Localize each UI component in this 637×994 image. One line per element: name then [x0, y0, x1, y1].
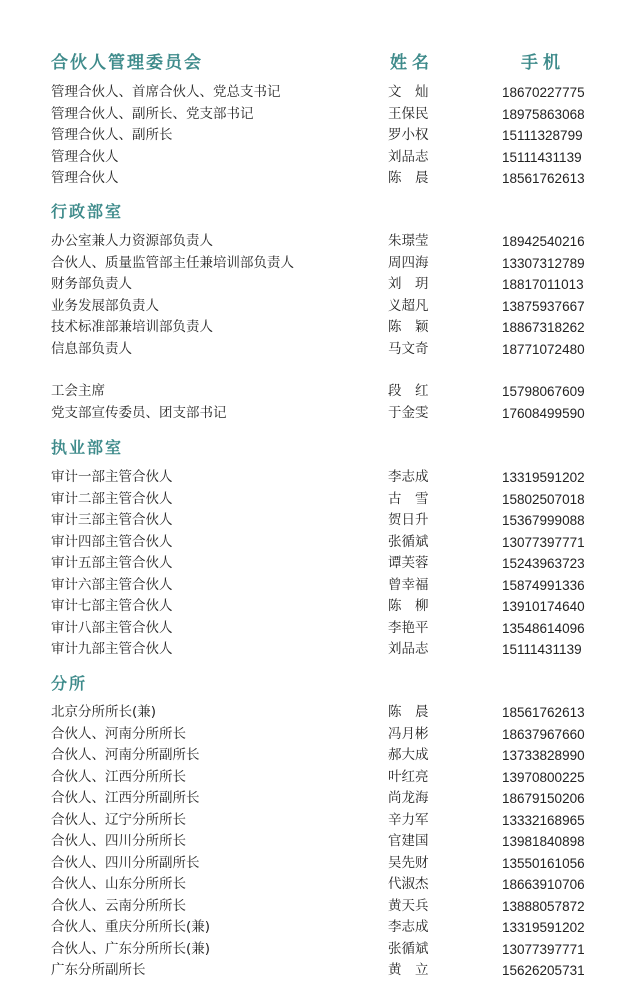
contact-name: 吴先财 — [388, 854, 429, 871]
section-title: 行政部室 — [51, 202, 124, 221]
contact-phone: 18975863068 — [502, 106, 585, 122]
contact-name: 官建国 — [388, 833, 429, 849]
contact-row — [0, 575, 637, 596]
section-title-partner-committee: 合伙人管理委员会 — [51, 53, 203, 73]
contact-row — [0, 296, 637, 317]
contact-name: 刘品志 — [388, 641, 429, 657]
contact-phone: 15874991336 — [502, 577, 585, 593]
contact-row — [0, 231, 637, 252]
contact-row — [0, 104, 637, 125]
contact-title: 合伙人、河南分所副所长 — [51, 747, 200, 763]
contact-row — [0, 917, 637, 938]
contact-phone: 13319591202 — [502, 470, 585, 485]
contact-row — [0, 553, 637, 574]
section-heading — [0, 197, 637, 223]
contact-row — [0, 767, 637, 788]
contact-row — [0, 467, 637, 488]
contact-title: 合伙人、四川分所副所长 — [51, 854, 200, 871]
contact-phone: 13307312789 — [502, 255, 585, 271]
contact-row — [0, 510, 637, 531]
contact-title: 合伙人、山东分所所长 — [51, 876, 186, 892]
contact-title: 审计七部主管合伙人 — [51, 598, 173, 614]
contact-row — [0, 532, 637, 553]
contact-title: 合伙人、辽宁分所所长 — [51, 811, 186, 828]
contact-name: 刘 玥 — [388, 276, 429, 292]
contact-title: 党支部宣传委员、团支部书记 — [51, 404, 227, 421]
contact-phone: 18679150206 — [502, 791, 585, 806]
contact-name: 刘品志 — [388, 148, 429, 165]
contact-name: 张循斌 — [388, 940, 429, 957]
contact-name: 罗小权 — [388, 127, 429, 143]
name-column-header: 姓名 — [390, 53, 434, 73]
contact-phone: 13319591202 — [502, 920, 585, 935]
contact-phone: 15798067609 — [502, 384, 585, 399]
contact-row — [0, 896, 637, 917]
contact-title: 办公室兼人力资源部负责人 — [51, 233, 213, 249]
contact-phone: 13550161056 — [502, 855, 585, 871]
contact-row — [0, 125, 637, 146]
contact-row — [0, 381, 637, 402]
contact-row — [0, 147, 637, 168]
contact-title: 合伙人、重庆分所所长(兼) — [51, 919, 211, 935]
contact-phone: 13981840898 — [502, 834, 585, 849]
contact-name: 郝大成 — [388, 747, 429, 763]
contact-title: 审计四部主管合伙人 — [51, 533, 173, 550]
contact-title: 合伙人、四川分所所长 — [51, 833, 186, 849]
contact-row — [0, 939, 637, 960]
contact-phone: 13548614096 — [502, 620, 585, 636]
contact-phone: 18561762613 — [502, 705, 585, 720]
contact-phone: 15367999088 — [502, 513, 585, 528]
contact-title: 审计三部主管合伙人 — [51, 512, 173, 528]
contact-phone: 15111431139 — [502, 149, 582, 165]
contact-title: 管理合伙人、副所长 — [51, 127, 173, 143]
contact-name: 尚龙海 — [388, 790, 429, 806]
contact-row — [0, 702, 637, 723]
contact-phone: 18942540216 — [502, 234, 585, 249]
contact-phone: 13970800225 — [502, 769, 585, 785]
contact-row — [0, 82, 637, 103]
contact-name: 陈 柳 — [388, 598, 429, 614]
contact-title: 合伙人、江西分所副所长 — [51, 790, 200, 806]
contact-name: 文 灿 — [388, 84, 429, 100]
contact-row — [0, 274, 637, 295]
contact-row — [0, 253, 637, 274]
contact-title: 工会主席 — [51, 383, 105, 399]
contact-title: 技术标准部兼培训部负责人 — [51, 319, 213, 335]
contact-title: 广东分所副所长 — [51, 962, 146, 978]
contact-row — [0, 810, 637, 831]
contact-row — [0, 724, 637, 745]
contact-name: 马文奇 — [388, 340, 429, 357]
contact-name: 古 雪 — [388, 490, 429, 507]
contact-name: 黄 立 — [388, 962, 429, 978]
contact-name: 辛力军 — [388, 811, 429, 828]
section-heading — [0, 433, 637, 459]
contact-phone: 13888057872 — [502, 898, 585, 914]
contact-name: 张循斌 — [388, 533, 429, 550]
contact-name: 代淑杰 — [388, 876, 429, 892]
section-title: 分所 — [51, 674, 88, 693]
contact-title: 合伙人、河南分所所长 — [51, 725, 186, 742]
contact-row — [0, 788, 637, 809]
contact-name: 周四海 — [388, 254, 429, 271]
contact-phone: 18561762613 — [502, 171, 585, 186]
contact-row — [0, 639, 637, 660]
contact-name: 李志成 — [388, 919, 429, 935]
contact-name: 李志成 — [388, 469, 429, 485]
contact-phone: 18663910706 — [502, 877, 585, 892]
contact-row — [0, 618, 637, 639]
contact-phone: 18867318262 — [502, 320, 585, 335]
contact-phone: 13733828990 — [502, 748, 585, 763]
contact-phone: 13077397771 — [502, 534, 585, 550]
contact-title: 业务发展部负责人 — [51, 297, 159, 314]
contact-title: 管理合伙人、副所长、党支部书记 — [51, 105, 254, 122]
contact-name: 陈 晨 — [388, 704, 429, 720]
contact-phone: 13875937667 — [502, 298, 585, 314]
directory-header — [0, 44, 637, 74]
contact-phone: 18817011013 — [502, 277, 584, 292]
contact-row — [0, 596, 637, 617]
contact-phone: 18670227775 — [502, 85, 585, 100]
contact-title: 管理合伙人 — [51, 148, 119, 165]
contact-title: 财务部负责人 — [51, 276, 132, 292]
contact-title: 审计九部主管合伙人 — [51, 641, 173, 657]
contact-phone: 13332168965 — [502, 812, 585, 828]
contact-title: 审计五部主管合伙人 — [51, 555, 173, 571]
contact-name: 李艳平 — [388, 619, 429, 636]
contact-name: 冯月彬 — [388, 725, 429, 742]
contact-row — [0, 960, 637, 981]
contact-name: 曾幸福 — [388, 576, 429, 593]
contact-phone: 13077397771 — [502, 941, 585, 957]
contact-row — [0, 168, 637, 189]
contact-title: 合伙人、江西分所所长 — [51, 768, 186, 785]
contact-phone: 15243963723 — [502, 556, 585, 571]
contact-name: 朱璟莹 — [388, 233, 429, 249]
contact-phone: 15802507018 — [502, 491, 585, 507]
contact-title: 管理合伙人、首席合伙人、党总支书记 — [51, 84, 281, 100]
contact-row — [0, 874, 637, 895]
section-title: 执业部室 — [51, 438, 124, 457]
contact-row — [0, 403, 637, 424]
contact-phone: 15626205731 — [502, 963, 585, 978]
contact-row — [0, 317, 637, 338]
contact-phone: 18771072480 — [502, 341, 585, 357]
contact-name: 陈 颖 — [388, 319, 429, 335]
contact-name: 王保民 — [388, 105, 429, 122]
contact-title: 审计六部主管合伙人 — [51, 576, 173, 593]
contact-title: 审计八部主管合伙人 — [51, 619, 173, 636]
contact-name: 黄天兵 — [388, 897, 429, 914]
contact-title: 北京分所所长(兼) — [51, 704, 157, 720]
contact-row — [0, 339, 637, 360]
contact-phone: 15111328799 — [502, 128, 583, 143]
contact-name: 段 红 — [388, 383, 429, 399]
contact-title: 合伙人、云南分所所长 — [51, 897, 186, 914]
contact-title: 合伙人、质量监管部主任兼培训部负责人 — [51, 254, 294, 271]
contact-name: 义超凡 — [388, 297, 429, 314]
phone-column-header: 手机 — [521, 53, 565, 73]
contact-phone: 17608499590 — [502, 405, 585, 421]
contact-row — [0, 853, 637, 874]
contact-title: 信息部负责人 — [51, 340, 132, 357]
contact-name: 谭芙蓉 — [388, 555, 429, 571]
contact-phone: 15111431139 — [502, 642, 582, 657]
section-heading — [0, 669, 637, 695]
contact-name: 陈 晨 — [388, 170, 429, 186]
contact-name: 于金雯 — [388, 404, 429, 421]
contact-title: 管理合伙人 — [51, 170, 119, 186]
contact-row — [0, 745, 637, 766]
contact-title: 合伙人、广东分所所长(兼) — [51, 940, 211, 957]
contact-name: 叶红亮 — [388, 768, 429, 785]
contact-name: 贺日升 — [388, 512, 429, 528]
contact-phone: 13910174640 — [502, 599, 585, 614]
contact-row — [0, 831, 637, 852]
contact-row — [0, 489, 637, 510]
contact-phone: 18637967660 — [502, 726, 585, 742]
contact-title: 审计二部主管合伙人 — [51, 490, 173, 507]
contact-title: 审计一部主管合伙人 — [51, 469, 173, 485]
